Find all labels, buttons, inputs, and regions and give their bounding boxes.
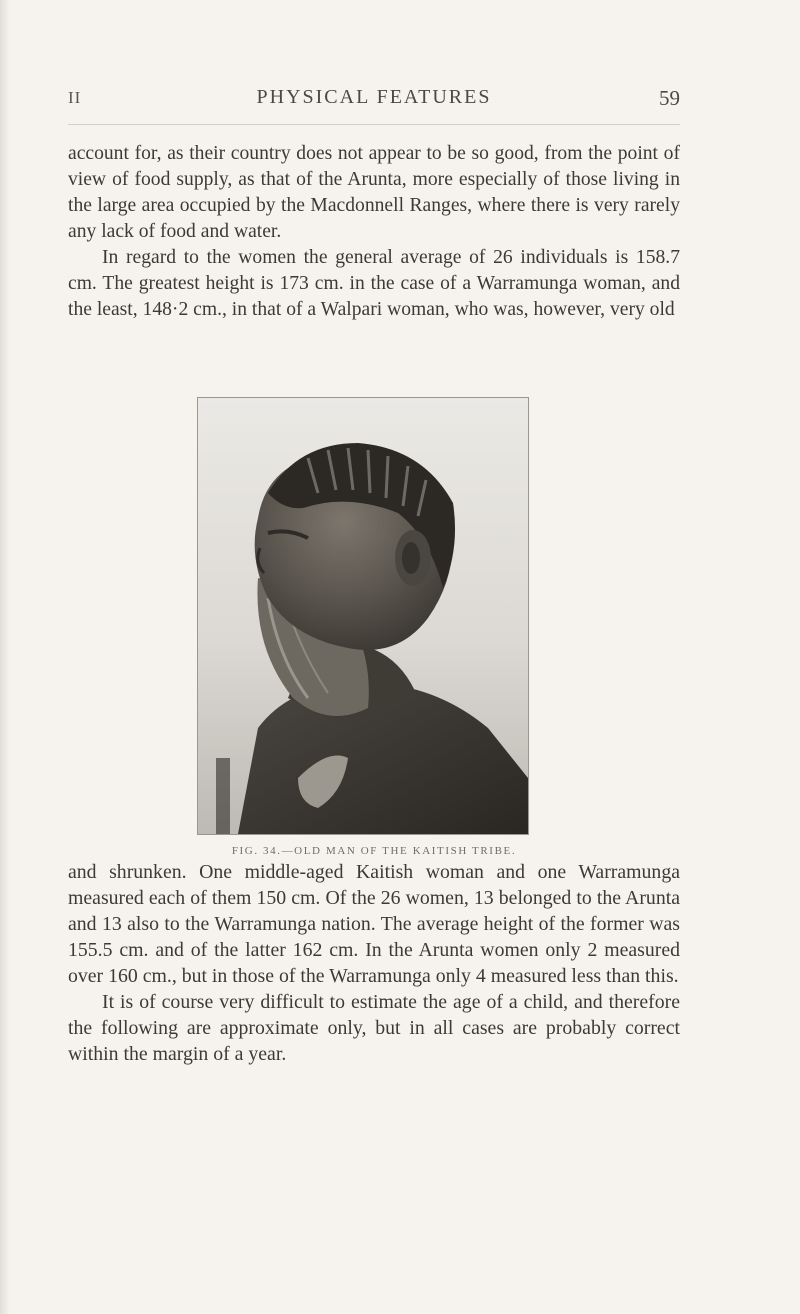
- figure-caption: FIG. 34.—OLD MAN OF THE KAITISH TRIBE.: [231, 845, 517, 857]
- running-title: PHYSICAL FEATURES: [256, 86, 492, 108]
- old-man-portrait-image: [198, 398, 528, 834]
- paragraph: and shrunken. One middle-aged Kaitish woman and one Warramunga measured each of them 150 cm. Of the 26 women, 13 belonged to the Arunta and 13 also to the Warramunga nation. The average height of the former was 155.5 cm. and of the latter 162 cm. In the Arunta women only 2 measured over 160 cm., but in those of the Warramunga only 4 measured less than this.: [68, 861, 680, 987]
- paragraph: account for, as their country does not appear to be so good, from the point of view of food supply, as that of the Arunta, more especially of those living in the large area occupied by the Macdonnell Ranges, where there is very rarely any lack of food and water.: [68, 143, 680, 242]
- figure-photograph: [197, 397, 529, 835]
- header-rule: [68, 124, 680, 125]
- page-header: [68, 84, 680, 114]
- paragraph: It is of course very difficult to estimate the age of a child, and therefore the following are approximate only, but in all cases are probably correct within the margin of a year.: [68, 991, 680, 1065]
- chapter-number: II: [68, 88, 82, 107]
- page-edge-shadow: [0, 0, 10, 1314]
- body-text-bottom: [68, 859, 680, 1067]
- body-text-top: [68, 141, 680, 323]
- paragraph: In regard to the women the general average of 26 individuals is 158.7 cm. The greatest height is 173 cm. in the case of a Warramunga woman, and the least, 148·2 cm., in that of a Walpari woman, who was, however, very old: [68, 247, 680, 320]
- page-number: 59: [659, 86, 680, 110]
